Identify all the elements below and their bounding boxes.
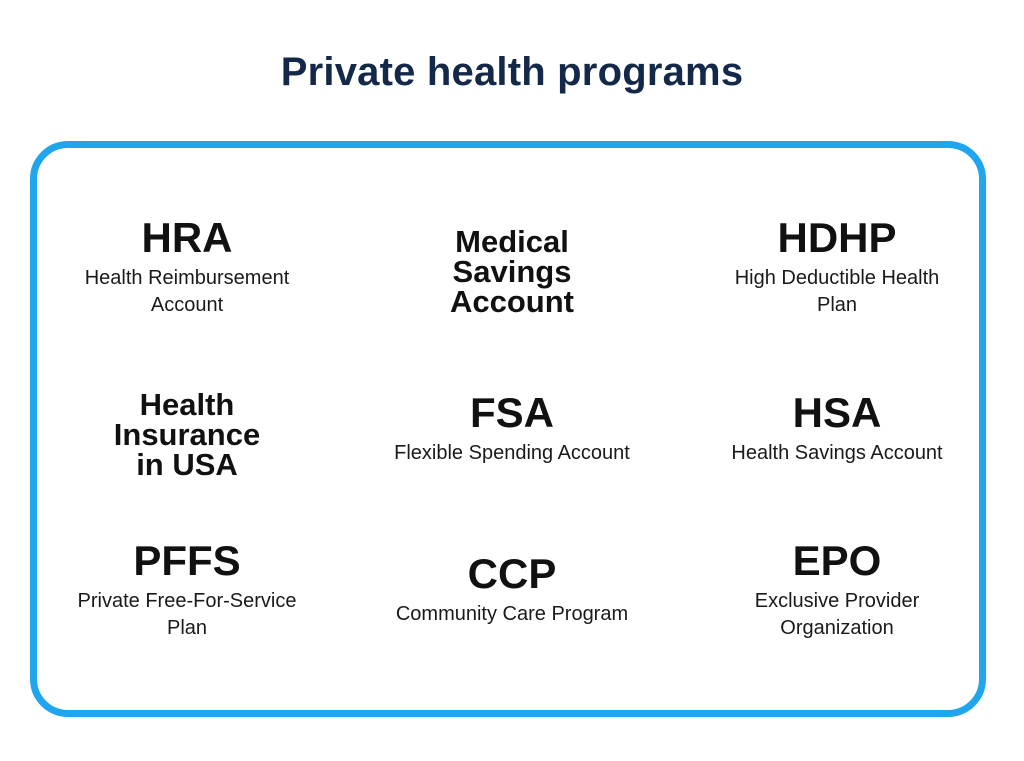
program-abbr: EPO xyxy=(792,537,882,584)
program-abbr: HDHP xyxy=(777,214,897,261)
program-abbr: HRA xyxy=(141,214,233,261)
program-desc: Health Reimbursement Account xyxy=(84,267,290,316)
program-pffs xyxy=(37,537,337,642)
feature-text xyxy=(362,224,662,319)
program-abbr: PFFS xyxy=(133,537,241,584)
feature-line: Insurance xyxy=(113,417,261,452)
feature-line: Savings xyxy=(452,254,572,289)
feature-line: in USA xyxy=(136,447,238,482)
program-hra xyxy=(37,214,337,319)
program-fsa xyxy=(362,389,662,467)
feature-line: Medical xyxy=(455,224,569,259)
program-desc: Community Care Program xyxy=(395,603,629,625)
feature-line: Account xyxy=(450,284,574,319)
feature-line: Health xyxy=(139,387,235,422)
program-abbr: FSA xyxy=(470,389,554,436)
program-abbr: CCP xyxy=(467,550,557,597)
program-desc: Private Free-For-Service Plan xyxy=(77,590,297,639)
program-desc: Flexible Spending Account xyxy=(394,442,630,464)
program-desc: High Deductible Health Plan xyxy=(734,267,940,316)
program-hdhp xyxy=(687,214,987,319)
program-epo xyxy=(687,537,987,642)
page-title: Private health programs xyxy=(280,50,744,94)
program-abbr: HSA xyxy=(792,389,882,436)
feature-health-insurance-usa xyxy=(37,387,337,482)
feature-text xyxy=(37,387,337,482)
program-hsa xyxy=(687,389,987,467)
program-desc: Health Savings Account xyxy=(731,442,943,464)
feature-medical-savings-account xyxy=(362,224,662,319)
program-desc: Exclusive Provider Organization xyxy=(754,590,920,639)
program-ccp xyxy=(362,550,662,628)
